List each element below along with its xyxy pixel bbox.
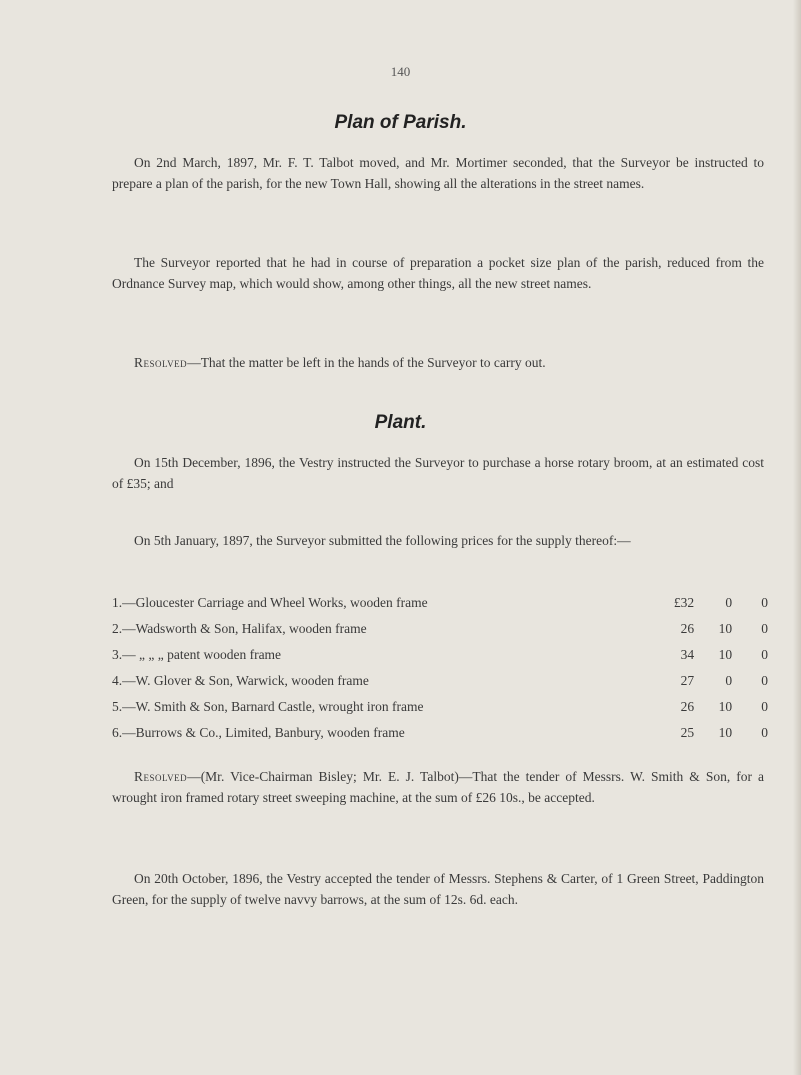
resolved-label: Resolved <box>134 769 188 784</box>
price-item: 6.—Burrows & Co., Limited, Banbury, wooden frame <box>112 725 405 740</box>
price-item: 5.—W. Smith & Son, Barnard Castle, wrought iron frame <box>112 699 424 714</box>
price-pence: 0 <box>761 647 768 662</box>
table-row <box>112 642 768 668</box>
price-pence: 0 <box>761 595 768 610</box>
table-row <box>112 668 768 694</box>
price-pounds: 34 <box>680 647 695 662</box>
resolved-label: Resolved <box>134 355 188 370</box>
page-edge-shadow <box>793 0 801 1075</box>
price-pence: 0 <box>761 725 768 740</box>
page-number: 140 <box>390 64 411 79</box>
price-item: 1.—Gloucester Carriage and Wheel Works, wooden frame <box>112 595 428 610</box>
table-row <box>112 694 768 720</box>
plant-paragraph-2: On 5th January, 1897, the Surveyor submitted the following prices for the supply thereof:— <box>134 533 631 548</box>
resolution-text: —That the matter be left in the hands of the Surveyor to carry out. <box>187 355 546 370</box>
price-shillings: 0 <box>725 595 733 610</box>
table-row <box>112 616 768 642</box>
price-shillings: 0 <box>725 673 733 688</box>
price-table <box>112 590 768 746</box>
price-shillings: 10 <box>718 725 733 740</box>
price-item: 2.—Wadsworth & Son, Halifax, wooden frame <box>112 621 367 636</box>
heading-plan-of-parish: Plan of Parish. <box>334 112 467 133</box>
price-pounds: 25 <box>680 725 695 740</box>
price-shillings: 10 <box>718 647 733 662</box>
price-item: 3.— „ „ „ patent wooden frame <box>112 647 282 662</box>
plant-resolution <box>112 766 764 808</box>
resolution-text: —(Mr. Vice-Chairman Bisley; Mr. E. J. Talbot)—That the tender of Messrs. W. Smith & Son, for a wrought iron framed rotary street sweeping machine, at the sum of £26 10s., be accepted. <box>112 769 764 805</box>
price-pounds: 26 <box>680 621 695 636</box>
price-pounds: 27 <box>680 673 695 688</box>
table-row <box>112 590 768 616</box>
parish-resolution <box>112 352 764 373</box>
heading-plant: Plant. <box>374 412 427 433</box>
price-pounds: 26 <box>680 699 695 714</box>
price-item: 4.—W. Glover & Son, Warwick, wooden frame <box>112 673 369 688</box>
price-pence: 0 <box>761 699 768 714</box>
price-pounds: £32 <box>673 595 695 610</box>
plant-paragraph-3: On 20th October, 1896, the Vestry accepted the tender of Messrs. Stephens & Carter, of 1 Green Street, Paddington Green, for the supply of twelve navvy barrows, at the sum of 12s. 6d. each. <box>112 871 764 907</box>
plant-paragraph-1: On 15th December, 1896, the Vestry instructed the Surveyor to purchase a horse rotary broom, at an estimated cost of £35; and <box>112 455 764 491</box>
price-shillings: 10 <box>718 699 733 714</box>
parish-paragraph-1: On 2nd March, 1897, Mr. F. T. Talbot moved, and Mr. Mortimer seconded, that the Surveyor be instructed to prepare a plan of the parish, for the new Town Hall, showing all the alterations in the street names. <box>112 155 764 191</box>
table-row <box>112 720 768 746</box>
price-pence: 0 <box>761 673 768 688</box>
price-pence: 0 <box>761 621 768 636</box>
price-shillings: 10 <box>718 621 733 636</box>
parish-paragraph-2: The Surveyor reported that he had in course of preparation a pocket size plan of the parish, reduced from the Ordnance Survey map, which would show, among other things, all the new street names. <box>112 255 764 291</box>
